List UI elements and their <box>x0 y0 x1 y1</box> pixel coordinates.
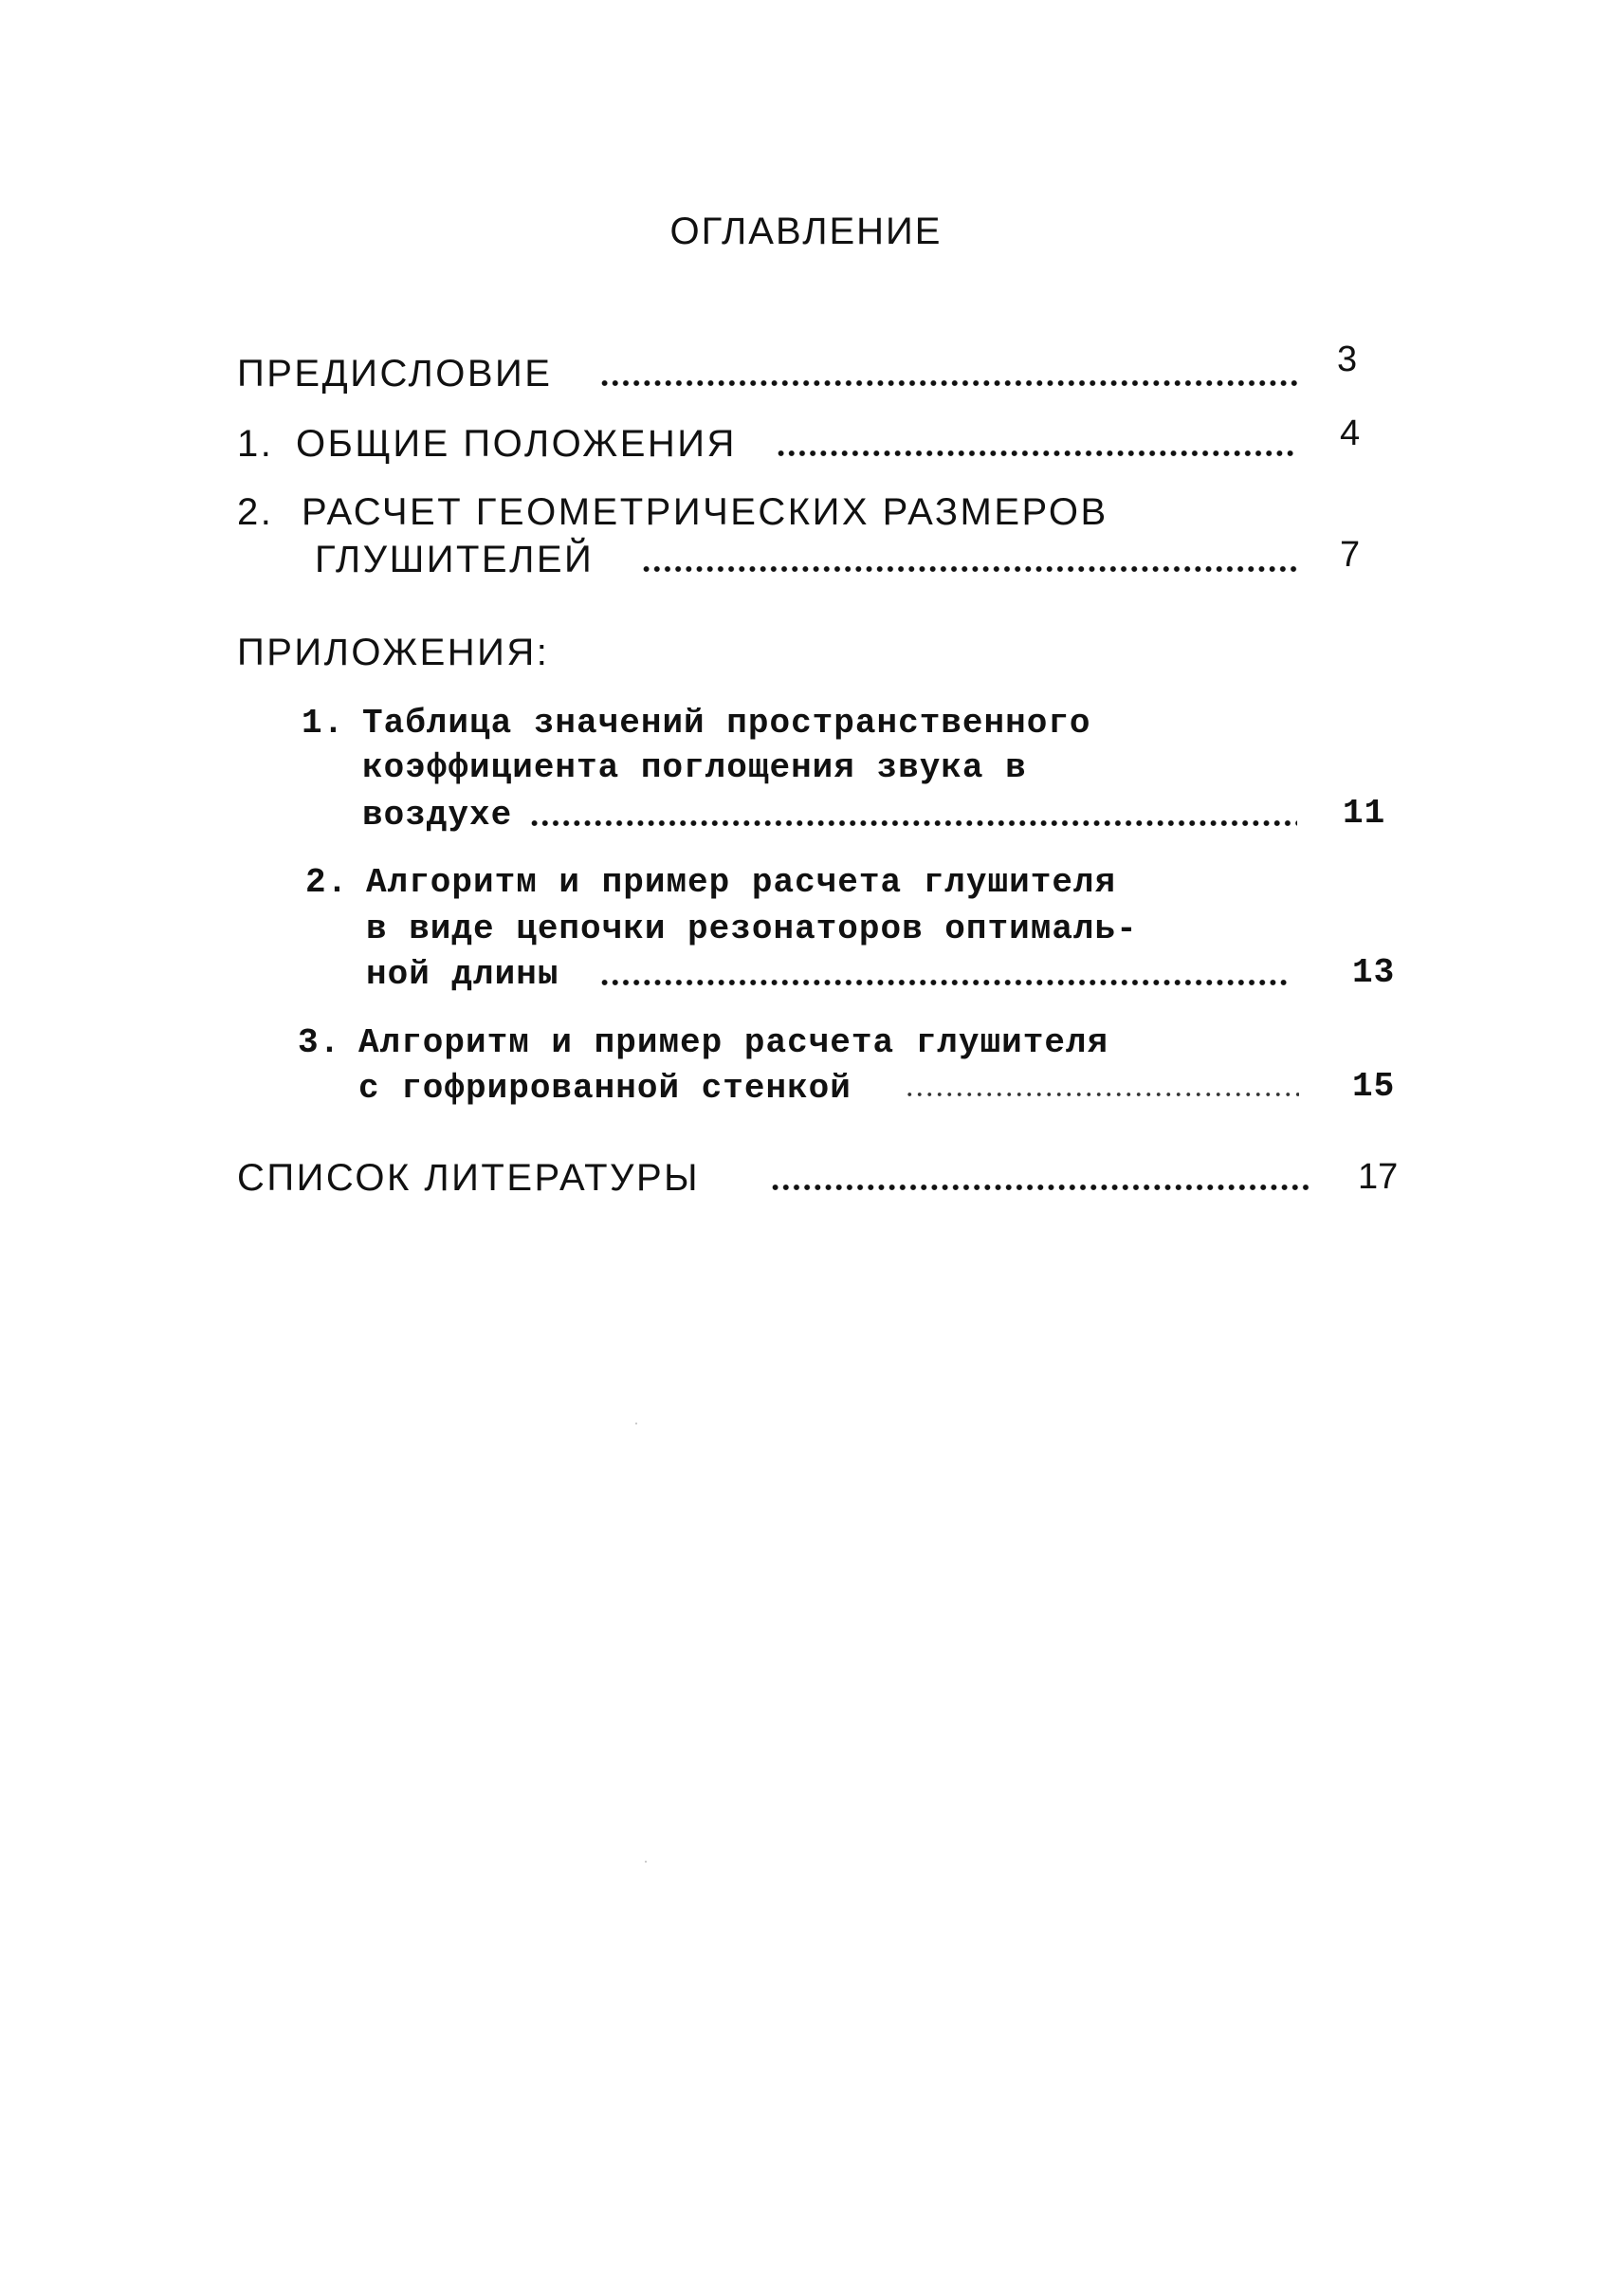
dot-leader <box>776 450 1297 457</box>
toc-entry-text: Алгоритм и пример расчета глушителя <box>358 1023 1109 1062</box>
toc-entry-number: 1. <box>302 704 345 743</box>
toc-entry-text: ГЛУШИТЕЛЕЙ <box>315 539 595 580</box>
toc-entry-text: в виде цепочки резонаторов оптималь- <box>366 909 1138 948</box>
toc-entry-text: ОБЩИЕ ПОЛОЖЕНИЯ <box>296 423 737 465</box>
scan-speck <box>645 1861 647 1863</box>
toc-entry-text: Таблица значений пространственного <box>362 704 1091 743</box>
toc-page-number: 17 <box>1358 1157 1399 1197</box>
toc-entry-number: 3. <box>298 1023 341 1062</box>
appendices-heading: ПРИЛОЖЕНИЯ: <box>237 632 550 673</box>
dot-leader <box>599 379 1297 387</box>
dot-leader <box>599 979 1290 986</box>
toc-page-number: 3 <box>1337 340 1358 379</box>
toc-entry-text: воздухе <box>362 796 513 835</box>
toc-entry-text: с гофрированной стенкой <box>358 1069 852 1108</box>
toc-entry-text: ной длины <box>366 955 559 994</box>
toc-entry-text: РАСЧЕТ ГЕОМЕТРИЧЕСКИХ РАЗМЕРОВ <box>302 491 1108 533</box>
toc-entry-text: коэффициента поглощения звука в <box>362 748 1027 787</box>
scan-speck <box>635 1423 637 1424</box>
dot-leader <box>529 819 1297 827</box>
toc-page-number: 13 <box>1352 953 1396 992</box>
toc-entry-number: 2. <box>305 863 349 902</box>
toc-entry-text: ПРЕДИСЛОВИЕ <box>237 353 553 395</box>
toc-page-number: 15 <box>1352 1067 1396 1106</box>
toc-page-number: 11 <box>1343 794 1386 833</box>
page-title: ОГЛАВЛЕНИЕ <box>669 211 943 252</box>
toc-page-number: 4 <box>1340 413 1361 453</box>
toc-entry-number: 2. <box>237 491 274 533</box>
dot-leader <box>905 1091 1299 1098</box>
dot-leader <box>641 565 1297 573</box>
toc-entry-number: 1. <box>237 423 274 465</box>
toc-entry-text: Алгоритм и пример расчета глушителя <box>366 863 1117 902</box>
toc-entry-text: СПИСОК ЛИТЕРАТУРЫ <box>237 1157 701 1199</box>
dot-leader <box>770 1184 1310 1191</box>
toc-page-number: 7 <box>1340 535 1361 575</box>
